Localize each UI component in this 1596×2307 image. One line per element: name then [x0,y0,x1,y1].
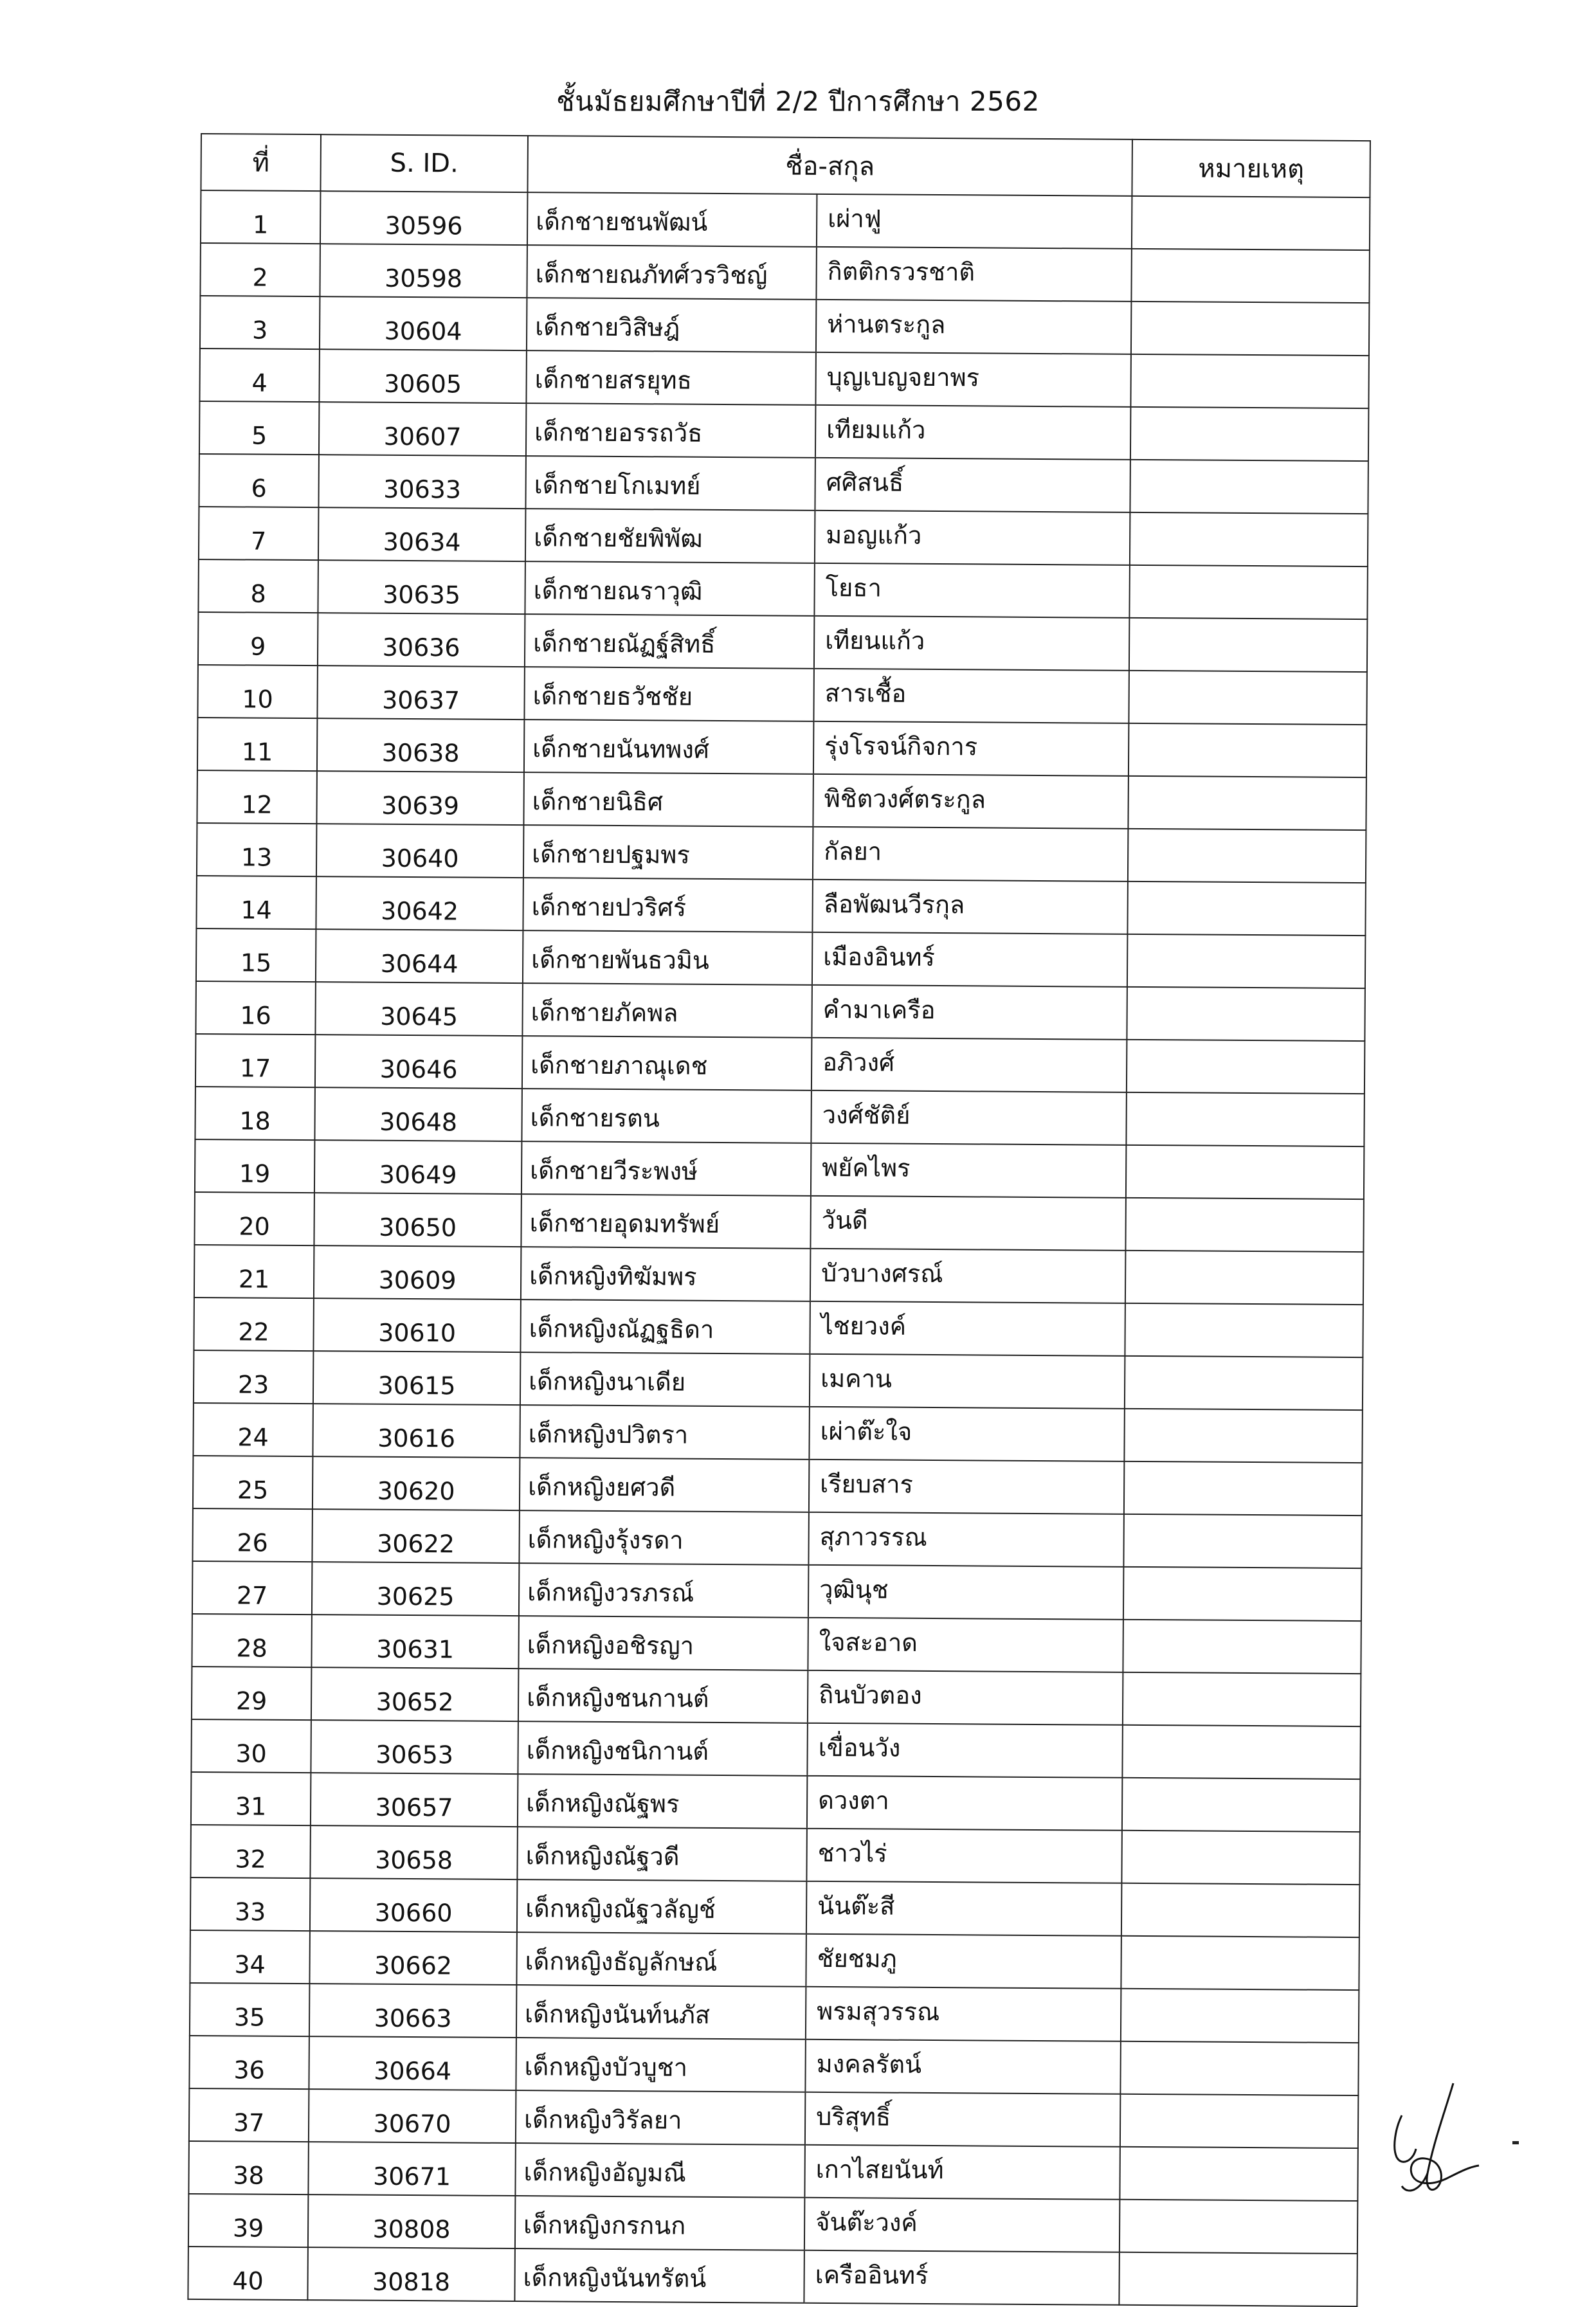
row-number: 33 [190,1877,310,1931]
table-row [190,1877,1359,1937]
student-id: 30645 [315,982,522,1036]
student-id: 30622 [312,1509,519,1563]
table-header-row [201,134,1370,197]
table-row [189,2036,1358,2095]
student-note [1130,407,1368,461]
student-first-name: เด็กชายอุดมทรัพย์ [521,1194,810,1249]
student-id: 30605 [319,349,526,403]
student-last-name: กิตติกรวรชาติ [816,247,1131,302]
student-last-name: พิชิตวงศ์ตระกูล [813,774,1128,829]
student-id: 30671 [308,2142,515,2196]
student-id: 30649 [314,1140,521,1194]
table-row [197,770,1366,830]
student-last-name: เทียมแก้ว [815,405,1130,460]
student-id: 30610 [313,1298,520,1352]
row-number: 13 [197,823,316,876]
row-number: 21 [194,1245,314,1298]
student-id: 30607 [319,402,526,456]
row-number: 29 [192,1667,311,1720]
student-id: 30615 [313,1351,520,1405]
table-row [200,296,1369,356]
student-note [1127,882,1365,936]
student-id: 30637 [317,665,524,719]
table-row [190,1825,1359,1885]
student-id: 30818 [307,2247,514,2301]
student-note [1128,829,1366,883]
student-id: 30616 [313,1404,520,1458]
student-id: 30604 [320,296,527,350]
student-note [1129,565,1367,619]
table-row [194,1350,1363,1410]
student-roster-table [187,133,1371,2307]
table-row [188,2194,1357,2254]
table-row [192,1561,1361,1621]
row-number: 1 [201,190,320,244]
student-first-name: เด็กหญิงณัฏฐธิดา [520,1299,810,1354]
student-id: 30653 [311,1720,518,1774]
student-last-name: เกาไสยนันท์ [804,2145,1120,2200]
student-note [1123,1620,1361,1674]
student-first-name: เด็กชายนันทพงศ์ [524,719,813,774]
student-id: 30662 [309,1931,516,1985]
student-last-name: คำมาเครือ [812,985,1127,1040]
student-last-name: สารเชื้อ [813,669,1129,723]
student-first-name: เด็กชายธวัชชัย [524,667,813,721]
student-id: 30648 [314,1087,521,1141]
student-note [1131,302,1369,356]
student-last-name: เรียบสาร [809,1460,1124,1514]
row-number: 37 [189,2088,309,2142]
student-first-name: เด็กชายวิสิษฎ์ [527,298,816,352]
student-note [1127,934,1365,988]
student-last-name: ชาวไร่ [806,1829,1121,1883]
student-note [1129,671,1366,725]
student-note [1125,1303,1363,1357]
student-first-name: เด็กหญิงธัญลักษณ์ [516,1932,806,1987]
student-first-name: เด็กหญิงยศวดี [520,1458,809,1512]
student-last-name: โยธา [814,563,1129,618]
row-number: 27 [192,1561,312,1615]
student-last-name: บริสุทธิ์ [805,2092,1120,2147]
student-last-name: เมคาน [810,1354,1125,1409]
row-number: 6 [199,454,318,507]
student-note [1121,1936,1359,1990]
row-number: 9 [198,612,318,665]
row-number: 26 [192,1508,312,1562]
row-number: 32 [190,1825,310,1878]
table-row [199,507,1368,566]
header-student-id: S. ID. [320,134,528,192]
row-number: 20 [194,1192,314,1245]
row-number: 30 [191,1719,311,1773]
student-first-name: เด็กชายวีระพงษ์ [521,1141,811,1196]
student-first-name: เด็กหญิงบัวบูชา [516,2038,805,2092]
table-row [192,1508,1361,1568]
student-note [1127,987,1365,1041]
student-last-name: มงคลรัตน์ [805,2040,1120,2094]
student-first-name: เด็กหญิงอชิรญา [518,1616,808,1670]
student-first-name: เด็กหญิงณัฐพร [518,1774,807,1829]
table-row [197,823,1366,883]
student-id: 30639 [316,771,523,825]
student-note [1125,1356,1363,1410]
student-note [1130,460,1368,514]
student-id: 30646 [315,1035,522,1089]
table-row [199,348,1368,408]
table-row [194,1298,1363,1357]
student-last-name: เขื่อนวัง [807,1723,1122,1778]
student-note [1120,2094,1358,2148]
student-note [1131,249,1369,303]
header-number: ที่ [201,134,321,191]
table-row [197,665,1366,725]
student-note [1130,354,1368,408]
student-last-name: ใจสะอาด [808,1618,1123,1672]
student-id: 30636 [318,613,525,667]
student-id: 30644 [316,929,523,983]
student-last-name: รุ่งโรจน์กิจการ [813,721,1129,776]
student-id: 30634 [318,507,525,561]
table-row [191,1772,1360,1832]
ink-dot [1512,2141,1519,2144]
row-number: 25 [193,1456,313,1509]
row-number: 14 [196,876,316,929]
student-first-name: เด็กหญิงทิฆัมพร [521,1247,810,1301]
student-note [1129,723,1366,777]
student-last-name: เทียนแก้ว [814,616,1129,671]
student-last-name: วุฒินุช [808,1565,1123,1620]
student-note [1122,1778,1360,1832]
page-title: ชั้นมัธยมศึกษาปีที่ 2/2 ปีการศึกษา 2562 [556,86,1040,117]
row-number: 39 [188,2194,308,2247]
table-row [196,928,1365,988]
table-row [190,1930,1359,1990]
row-number: 16 [195,981,315,1035]
student-id: 30596 [320,191,527,245]
student-id: 30638 [317,718,524,772]
student-note [1120,2041,1358,2095]
row-number: 11 [197,718,317,771]
table-row [194,1245,1363,1305]
student-id: 30650 [314,1193,521,1247]
student-first-name: เด็กชายภัคพล [522,983,812,1038]
student-note [1130,512,1368,566]
student-last-name: เผ่าต๊ะใจ [809,1407,1124,1461]
student-note [1124,1461,1362,1515]
table-row [199,454,1368,514]
student-last-name: วันดี [810,1196,1125,1251]
table-row [198,612,1367,672]
student-id: 30658 [310,1825,517,1879]
table-row [200,243,1369,303]
student-note [1124,1409,1362,1463]
table-row [199,401,1368,461]
student-note [1121,1883,1359,1937]
table-row [196,876,1365,936]
student-first-name: เด็กหญิงณัฐวดี [517,1827,806,1881]
student-note [1120,2200,1357,2254]
student-first-name: เด็กชายพันธวมิน [523,930,812,985]
student-last-name: กัลยา [813,827,1128,882]
student-first-name: เด็กชายสรยุทธ [526,350,815,405]
row-number: 3 [200,296,320,349]
table-row [195,1087,1364,1146]
student-id: 30609 [314,1245,521,1299]
student-last-name: นันต๊ะสี [806,1881,1121,1936]
student-last-name: ไชยวงค์ [810,1301,1125,1356]
header-name: ชื่อ-สกุล [527,136,1132,196]
table-row [198,559,1367,619]
student-first-name: เด็กหญิงอัญมณี [515,2143,804,2198]
student-first-name: เด็กชายณราวุฒิ [525,561,814,616]
row-number: 18 [195,1087,314,1140]
student-last-name: บุญเบญจยาพร [815,352,1130,407]
student-first-name: เด็กหญิงนาเดีย [520,1352,810,1407]
student-id: 30808 [308,2194,515,2248]
student-last-name: วงศ์ชัติย์ [811,1090,1126,1145]
row-number: 12 [197,770,316,824]
table-row [188,2247,1357,2306]
row-number: 40 [188,2247,307,2300]
student-last-name: จันต๊ะวงค์ [804,2198,1120,2252]
student-last-name: ชัยชมภู [806,1934,1121,1989]
student-last-name: พรมสุวรรณ [806,1987,1121,2041]
student-id: 30663 [309,1984,516,2038]
student-first-name: เด็กชายนิธิศ [523,772,813,827]
student-note [1122,1725,1360,1779]
student-id: 30670 [309,2089,516,2143]
student-first-name: เด็กชายรตน [521,1089,811,1143]
student-first-name: เด็กชายชัยพิพัฒ [525,509,815,563]
row-number: 31 [191,1772,311,1825]
student-first-name: เด็กชายชนพัฒน์ [527,192,817,247]
student-last-name: มอญแก้ว [815,511,1130,565]
table-row [193,1456,1362,1515]
table-row [201,190,1370,250]
student-note [1126,1092,1364,1146]
student-first-name: เด็กชายอรรถวัธ [526,403,815,458]
row-number: 8 [198,559,318,613]
table-row [195,1034,1365,1094]
row-number: 19 [195,1139,314,1193]
student-first-name: เด็กชายปวริศร์ [523,878,812,932]
row-number: 5 [199,401,319,455]
table-row [194,1192,1363,1252]
signature-mark [1383,2077,1485,2199]
student-first-name: เด็กหญิงปวิตรา [520,1405,809,1460]
student-note [1125,1198,1363,1252]
row-number: 28 [192,1614,311,1667]
table-row [193,1403,1362,1463]
student-first-name: เด็กหญิงวรภรณ์ [519,1563,808,1618]
student-id: 30664 [309,2036,516,2090]
student-last-name: เครืออินทร์ [804,2250,1119,2305]
student-last-name: อภิวงศ์ [812,1038,1127,1092]
student-first-name: เด็กชายภาณุเดช [522,1036,812,1090]
row-number: 23 [194,1350,313,1404]
student-id: 30657 [311,1773,518,1827]
student-first-name: เด็กหญิงชนิกานต์ [518,1721,807,1776]
student-last-name: บัวบางศรณ์ [810,1249,1125,1303]
student-note [1125,1251,1363,1305]
row-number: 10 [197,665,317,718]
row-number: 4 [199,348,319,402]
student-note [1120,2147,1357,2201]
student-last-name: ดวงตา [807,1776,1122,1831]
student-note [1123,1514,1361,1568]
header-note: หมายเหตุ [1132,140,1370,197]
student-first-name: เด็กชายณัฏฐ์สิทธิ์ [525,614,814,669]
table-row [189,2088,1358,2148]
row-number: 36 [189,2036,309,2089]
row-number: 2 [200,243,320,296]
student-note [1121,1831,1359,1885]
student-first-name: เด็กหญิงนันท์นภัส [516,1985,806,2040]
row-number: 17 [195,1034,315,1087]
student-note [1123,1567,1361,1621]
student-id: 30660 [310,1878,517,1932]
row-number: 38 [188,2141,308,2194]
student-note [1128,776,1366,830]
student-id: 30598 [320,244,527,298]
student-last-name: ห่านตระกูล [816,300,1131,354]
student-first-name: เด็กหญิงวิรัลยา [516,2090,805,2145]
table-row [195,1139,1364,1199]
student-last-name: เผ่าฟู [817,194,1132,249]
student-last-name: ถินบัวตอง [808,1670,1123,1725]
table-row [192,1667,1361,1726]
student-note [1121,1989,1359,2043]
student-first-name: เด็กหญิงนันทรัตน์ [514,2248,804,2303]
student-id: 30635 [318,560,525,614]
student-note [1123,1672,1361,1726]
table-row [197,718,1366,777]
student-id: 30631 [311,1615,518,1669]
student-id: 30640 [316,824,523,878]
student-last-name: สุภาวรรณ [808,1512,1123,1567]
row-number: 34 [190,1930,309,1984]
table-row [190,1983,1359,2043]
student-note [1119,2252,1357,2306]
row-number: 35 [190,1983,309,2036]
student-first-name: เด็กหญิงกรกนก [515,2196,804,2250]
student-last-name: ศศิสนธิ์ [815,458,1130,512]
student-last-name: เมืองอินทร์ [812,932,1127,987]
student-id: 30633 [318,455,525,509]
row-number: 15 [196,928,316,982]
student-last-name: ลือพัฒนวีรกุล [812,880,1127,934]
student-id: 30620 [313,1456,520,1510]
student-id: 30642 [316,876,523,930]
student-note [1132,196,1370,250]
student-id: 30625 [312,1562,519,1616]
student-first-name: เด็กชายปฐมพร [523,825,813,880]
student-first-name: เด็กชายณภัทศ์วรวิชญ์ [527,245,816,300]
row-number: 24 [193,1403,313,1456]
table-row [195,981,1365,1041]
student-first-name: เด็กหญิงณัฐวลัญช์ [517,1879,806,1934]
table-row [188,2141,1357,2201]
student-first-name: เด็กหญิงชนกานต์ [518,1669,808,1723]
roster-body [188,190,1370,2306]
row-number: 7 [199,507,318,560]
student-note [1127,1040,1365,1094]
table-row [192,1614,1361,1674]
student-last-name: พยัคไพร [811,1143,1126,1198]
student-first-name: เด็กหญิงรุ้งรดา [519,1510,808,1565]
table-row [191,1719,1360,1779]
student-id: 30652 [311,1667,518,1721]
student-note [1129,618,1367,672]
student-note [1126,1145,1364,1199]
row-number: 22 [194,1298,313,1351]
student-first-name: เด็กชายโกเมทย์ [525,456,815,511]
